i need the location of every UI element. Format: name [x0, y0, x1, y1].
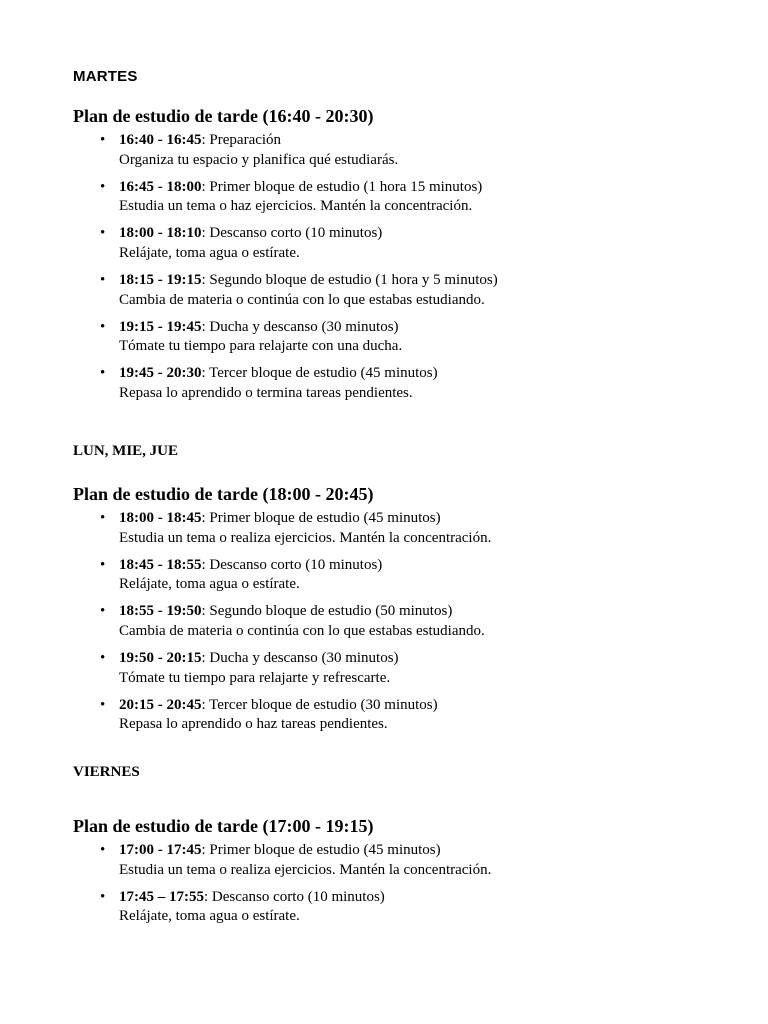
activity-text: : Tercer bloque de estudio (45 minutos) — [201, 365, 438, 382]
activity-text: : Segundo bloque de estudio (50 minutos) — [201, 603, 453, 620]
activity-text: : Ducha y descanso (30 minutos) — [201, 650, 399, 667]
day-label: MARTES — [73, 68, 138, 85]
time-range: 18:15 - 19:15 — [119, 272, 202, 289]
time-range: 20:15 - 20:45 — [119, 696, 202, 713]
schedule-list — [73, 509, 713, 735]
time-range: 16:40 - 16:45 — [119, 132, 202, 148]
activity-text: : Descanso corto (10 minutos) — [201, 556, 383, 573]
list-item — [73, 602, 713, 641]
bullet-icon: • — [100, 178, 106, 195]
section-martes — [73, 68, 713, 411]
activity-text: : Preparación — [201, 132, 282, 148]
bullet-icon: • — [100, 696, 106, 713]
list-item — [73, 271, 713, 310]
section-lun-mie-jue — [73, 442, 713, 742]
list-item — [73, 888, 713, 927]
list-item — [73, 556, 713, 595]
time-range: 19:15 - 19:45 — [119, 318, 202, 335]
activity-detail: Organiza tu espacio y planifica qué estudiarás. — [119, 151, 399, 168]
bullet-icon: • — [100, 556, 106, 573]
bullet-icon: • — [100, 842, 106, 858]
time-range: 16:45 - 18:00 — [119, 178, 202, 195]
list-item — [73, 178, 713, 217]
activity-detail: Tómate tu tiempo para relajarte y refrescarte. — [119, 669, 391, 686]
activity-text: : Primer bloque de estudio (45 minutos) — [201, 510, 441, 526]
bullet-icon: • — [100, 365, 106, 382]
plan-title: Plan de estudio de tarde (18:00 - 20:45) — [73, 484, 374, 504]
activity-text: : Descanso corto (10 minutos) — [204, 888, 385, 905]
activity-text: : Primer bloque de estudio (45 minutos) — [201, 842, 441, 858]
time-range: 19:45 - 20:30 — [119, 365, 202, 382]
list-item — [73, 841, 713, 880]
activity-detail: Cambia de materia o continúa con lo que estabas estudiando. — [119, 622, 485, 639]
day-label: VIERNES — [73, 764, 140, 780]
activity-detail: Relájate, toma agua o estírate. — [119, 908, 300, 925]
bullet-icon: • — [100, 888, 106, 905]
activity-text: : Segundo bloque de estudio (1 hora y 5 minutos) — [201, 272, 498, 289]
bullet-icon: • — [100, 132, 106, 148]
list-item — [73, 509, 713, 548]
plan-title: Plan de estudio de tarde (17:00 - 19:15) — [73, 816, 374, 836]
time-range: 18:45 - 18:55 — [119, 556, 202, 573]
activity-text: : Tercer bloque de estudio (30 minutos) — [201, 696, 438, 713]
activity-detail: Estudia un tema o haz ejercicios. Mantén la concentración. — [119, 198, 473, 215]
schedule-list — [73, 841, 713, 927]
day-label: LUN, MIE, JUE — [73, 443, 179, 459]
bullet-icon: • — [100, 272, 106, 289]
time-range: 19:50 - 20:15 — [119, 650, 202, 667]
activity-text: : Descanso corto (10 minutos) — [201, 225, 383, 242]
activity-detail: Relájate, toma agua o estírate. — [119, 244, 300, 261]
plan-title: Plan de estudio de tarde (16:40 - 20:30) — [73, 106, 374, 126]
bullet-icon: • — [100, 603, 106, 620]
activity-text: : Primer bloque de estudio (1 hora 15 minutos) — [201, 178, 483, 195]
bullet-icon: • — [100, 318, 106, 335]
schedule-list — [73, 131, 713, 403]
list-item — [73, 649, 713, 688]
time-range: 18:00 - 18:45 — [119, 510, 202, 526]
bullet-icon: • — [100, 225, 106, 242]
activity-detail: Cambia de materia o continúa con lo que estabas estudiando. — [119, 291, 485, 308]
list-item — [73, 131, 713, 170]
list-item — [73, 224, 713, 263]
activity-detail: Relájate, toma agua o estírate. — [119, 576, 300, 593]
activity-detail: Repasa lo aprendido o termina tareas pendientes. — [119, 384, 413, 401]
activity-detail: Repasa lo aprendido o haz tareas pendientes. — [119, 716, 388, 733]
section-viernes — [73, 763, 713, 934]
bullet-icon: • — [100, 510, 106, 526]
bullet-icon: • — [100, 650, 106, 667]
time-range: 17:45 – 17:55 — [119, 888, 204, 905]
time-range: 18:55 - 19:50 — [119, 603, 202, 620]
activity-text: : Ducha y descanso (30 minutos) — [201, 318, 399, 335]
time-range: 18:00 - 18:10 — [119, 225, 202, 242]
list-item — [73, 696, 713, 735]
list-item — [73, 364, 713, 403]
activity-detail: Estudia un tema o realiza ejercicios. Mantén la concentración. — [119, 861, 492, 878]
time-range: 17:00 - 17:45 — [119, 842, 202, 858]
activity-detail: Estudia un tema o realiza ejercicios. Mantén la concentración. — [119, 529, 492, 546]
activity-detail: Tómate tu tiempo para relajarte con una ducha. — [119, 338, 403, 355]
list-item — [73, 318, 713, 357]
